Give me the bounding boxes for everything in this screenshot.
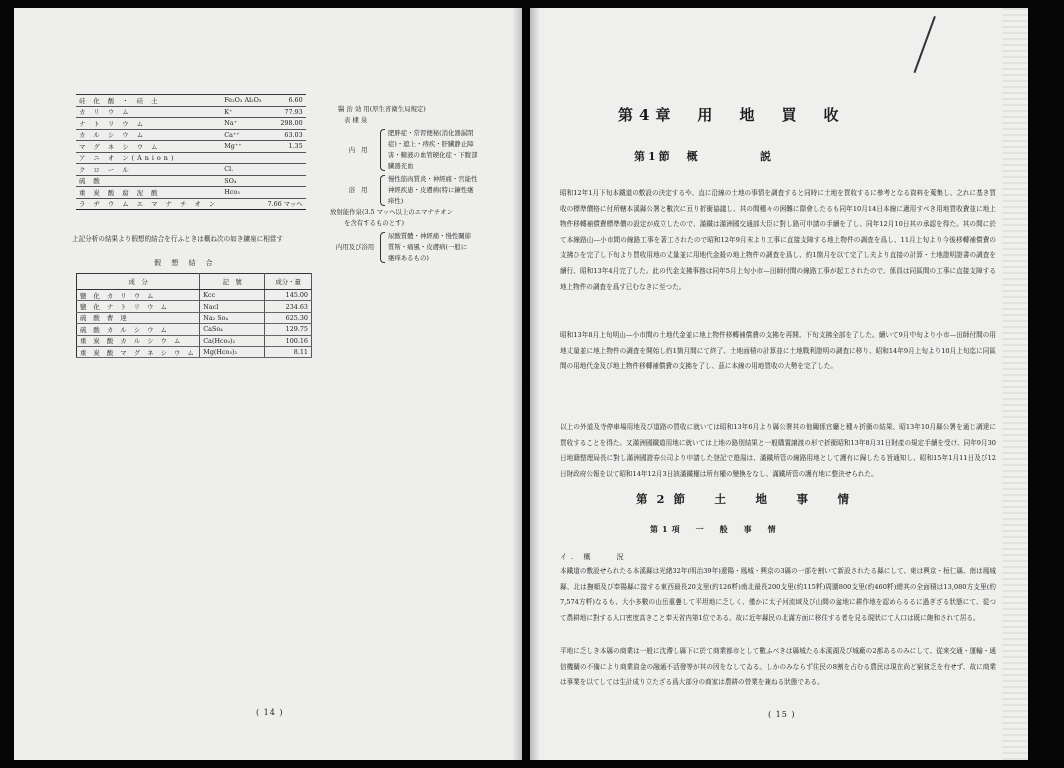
chem-value: 1.35 [265,141,306,153]
chem-value [265,187,306,199]
group-item: 尿酸質體・神經痛・慢性關節 [388,232,472,240]
group-item: 瘙痒あるもの) [388,254,429,262]
radium-line: 放射能作泉(3.5 マッヘ以上のエマナチオン [330,208,453,216]
table-row [77,312,312,323]
chem-name: マ グ ネ シ ウ ム [76,141,221,153]
left-page [14,8,522,760]
pencil-mark [913,16,935,73]
group-label: 内用及び浴用 [335,243,375,251]
table-row [76,95,306,107]
efficacy-group-internal [330,128,516,172]
chem-formula: Na⁺ [221,118,264,130]
table-row [77,346,312,357]
comp-name: 鹽 化 ナ ト リ ウ ム [77,301,200,312]
table-row [76,129,306,141]
table-row [76,118,306,130]
paragraph: 昭和12年1月下旬本鐵道の敷設の決定するや、直に沿線の土地の事情を調査すると同時に土地を買收するに參考となる資料を蒐集し、之れに基き買收の標準價格に付所轄本溪縣公署と數次に亘り折衝協議し、其の間種々の困難に際會したるも同年10月14日本線に適用すべき用地買收費並に地上物件移轉補償費標準價の設定が成立したので、滿鐵は滿洲國交通部大臣に對し路可申請の手續を了し、同年12月10日其の承認を得た。其の間に於て本線路山—小市間の線路工事を著工されたので昭和12年9月末より工事に直接支障する地上物件の調査を爲し、11月上旬より今後移轉補償費の支拂ひを完了し下旬より買收用地の丈量並に用地代金殺の地上物件の調査を爲し、約1箇月を以て完了し夫より直接の計算・土地證明證書の調査を續行、昭和13年4月完了した。此の代金支拂事務は同年5月上旬小市—田師付間の線路工事が起工されたので、係員は同區間の工事に直接支障する地上物件の調査を爲す已むなきに至つた。 [560,189,996,291]
group-item: 害・糖液の血管硬化症・下腹部 [388,151,478,159]
chem-value [265,175,306,187]
table-row [77,335,312,346]
comp-symbol: Ca(Hco₃)₂ [200,335,265,346]
chem-formula [221,198,264,210]
chem-value [265,152,306,164]
chem-formula: Ca⁺⁺ [221,129,264,141]
page-number-left: ( 14 ) [256,708,284,717]
page-number-right: ( 15 ) [768,710,796,719]
chem-value: 63.03 [265,129,306,141]
brace-icon [380,129,385,171]
group-item: 肥胖症・常習便秘(消化器漏閉 [388,129,474,137]
chem-value: 77.93 [265,106,306,118]
comp-amount: 625.30 [265,312,312,323]
comp-name: 重 炭 酸 マ グ ネ シ ウ ム [77,346,200,357]
comp-amount: 100.16 [265,335,312,346]
section-1-heading: 第1節 概 [634,150,701,163]
chem-name: ク ロ ー ル [76,164,221,176]
table-row [76,187,306,199]
comp-name: 硫 酸 カ ル シ ウ ム [77,324,200,335]
chem-formula: Fe₂O₃ Al₂O₃ [221,95,264,107]
chem-name: カ ル シ ウ ム [76,129,221,141]
chem-value: 7.66 マッヘ [265,198,306,210]
table-row [77,301,312,312]
brace-icon [380,232,385,263]
chem-value [265,164,306,176]
group-label: 浴 用 [348,186,370,194]
efficacy-group-both [330,231,516,264]
chapter-title: 第4章 用 地 買 收 [618,106,845,124]
column-header: 記 號 [200,274,265,290]
section-2-heading: 第2節 土 地 事 情 [636,492,859,506]
efficacy-title: 醫 治 効 用(厚生省衛生局規定) [338,105,426,113]
table-row [76,198,306,210]
hypothetical-combination-title: 假 想 結 合 [154,259,217,267]
paragraph: 昭和13年8月上旬明山—小市間の土地代金並に地上物件移轉補償費の支拂を再開、下旬支拂全部を了した。續いて9月中旬より小市—田師付間の用地丈量並に地上物件の調査を開始し約1箇月間にて終了、土地面積の計算並に土地戰利證明の調査に移り、昭和14年9月上旬より10月上旬迄に同區間の用地代金及び地上物件移轉補償費の支拂を了し、茲に本線の用地買收の大勢を完了した。 [560,331,996,371]
chem-name: ナ ト リ ウ ム [76,118,221,130]
efficacy-subtitle: 表 棣 泉 [344,116,368,124]
item-1-heading: 第1項 一 般 事 情 [650,524,780,534]
comp-name: 硫 酸 曹 達 [77,312,200,323]
table-row [77,324,312,335]
column-header: 成 分 [77,274,200,290]
table-header-row [77,274,312,290]
chem-value: 6.60 [265,95,306,107]
table-row [76,175,306,187]
chem-formula: Cl. [221,164,264,176]
chem-formula: SO₄ [221,175,264,187]
medical-efficacy-section [330,104,516,264]
paragraph: 以上の外道及寺停車場用地及び道路の買收に就いては昭和13年6月より縣公署其の他關係官廳と種々折衝の結果、昭13年10月縣公署を通じ調達に買收することを得た。又滿洲國鐵道用地に就いては上地の路別結果と一般購置譲渡の形で折衝昭和13年8月31日財產の規定手續を受け、同年9月30日地籍整理局長に對し滿洲國證券公司より申請した登記で遊湯は、滿鐵所管の線路用地として護有に歸したる旨通知し、昭和15年1月11日及び12日財政府公報を以て昭和14年12月3日該滿鐵權は所有權の變換をなし、滿鐵所管の護有地に整決せられた。 [560,423,996,478]
group-item: 慢性筋肉質炎・神經痛・官能性 [388,175,478,183]
comp-symbol: Na₂ So₄ [200,312,265,323]
chem-formula: K⁺ [221,106,264,118]
section-1-heading-end: 説 [760,150,771,163]
radium-line-2: を含有するものとす) [344,219,405,227]
brace-icon [380,175,385,206]
group-item: 質斯・痛風・皮膚病(一般に [388,243,468,251]
paragraph: 本鐵道の敷設せられたる本溪縣は光緒32年(明治39年)遼陽・鳳城・興京の3縣の一部を割いて新設されたる縣にして、東は興京・桓仁縣、南は鳳城縣、北は撫順及び奉陽縣に接する東西最長20支里(約126粁)南北最長200支里(約115粁)周圍800支里(約460粁)總其の全面積は13,080方支里(約7,574方粁)なるも、大小多數の山岳重疊して平坦地に乏しく、僅かに太子河流域及び山間の盆地に耕作地を認めらるるに過ぎざる狀態にて、從つて農耕地に對する人口密度高きこと奉天省内第1位である。故に近年縣民の北滿方面に移住する者を見る現狀にて人口は既に飽和されて居る。 [560,567,996,622]
table-row [77,290,312,301]
analysis-note: 上記分析の結果より假想的結合を行ふときは概ね次の如き鑛泉に相當す [72,235,283,243]
chem-formula: Mg⁺⁺ [221,141,264,153]
comp-symbol: Kcc [200,290,265,301]
comp-name: 鹽 化 カ リ ウ ム [77,290,200,301]
group-label: 内 用 [348,145,370,154]
comp-symbol: Mg(Hco₃)₂ [200,346,265,357]
comp-symbol: CaSo₄ [200,324,265,335]
comp-name: 重 炭 酸 カ ル シ ウ ム [77,335,200,346]
chem-name: 重 炭 酸 腐 泥 酸 [76,187,221,199]
table-row [76,106,306,118]
comp-symbol: Nacl [200,301,265,312]
table-row [76,152,306,164]
chem-name: ラ ヂ ウ ム エ マ ナ チ オ ン [76,198,221,210]
composition-table [76,273,312,358]
comp-amount: 234.63 [265,301,312,312]
paragraph: 平地に乏しき本縣の商業は一般に沈滯し縣下に於て商業都市として數ふべきは縣城たる本溪湖及び城廠の2都あるのみにして、從來交通・運輸・通信機關の不備により商業資金の融通不活發等が其の因をなしてゐる。しかのみならず住民の8割を占むる農民は現在尚ど窮貧乏を有せず、故に商業は事業を以てしては生計成り立たざる爲大部分の商家は農耕の營業を兼ねる狀態である。 [560,647,996,687]
comp-amount: 129.75 [265,324,312,335]
chem-formula: Hco₃ [221,187,264,199]
chem-value: 298.00 [265,118,306,130]
efficacy-group-bath [330,174,516,207]
table-row [76,141,306,153]
right-page [530,8,1028,760]
gutter-shadow [530,8,540,760]
page-edge-speckle [1002,8,1028,760]
comp-amount: 8.11 [265,346,312,357]
chem-formula [221,152,264,164]
group-item: 神經疾患・皮膚病(特に鑛性瘙 [388,186,474,194]
chemical-analysis-table [76,94,306,210]
column-header: 成分・量 [265,274,312,290]
group-item: 臓器充血 [388,162,414,170]
chem-name: カ リ ウ ム [76,106,221,118]
comp-amount: 145.00 [265,290,312,301]
subsection-heading: イ. 概 況 [560,553,628,561]
chem-name: ア ニ オ ン(Anion) [76,152,221,164]
group-item: 痒性) [388,197,404,205]
table-row [76,164,306,176]
chem-name: 硫 酸 [76,175,221,187]
group-item: 症)・遮上・痔疾・肝臓静止障 [388,140,474,148]
chem-name: 硅 化 酸 ・ 硅 土 [76,95,221,107]
